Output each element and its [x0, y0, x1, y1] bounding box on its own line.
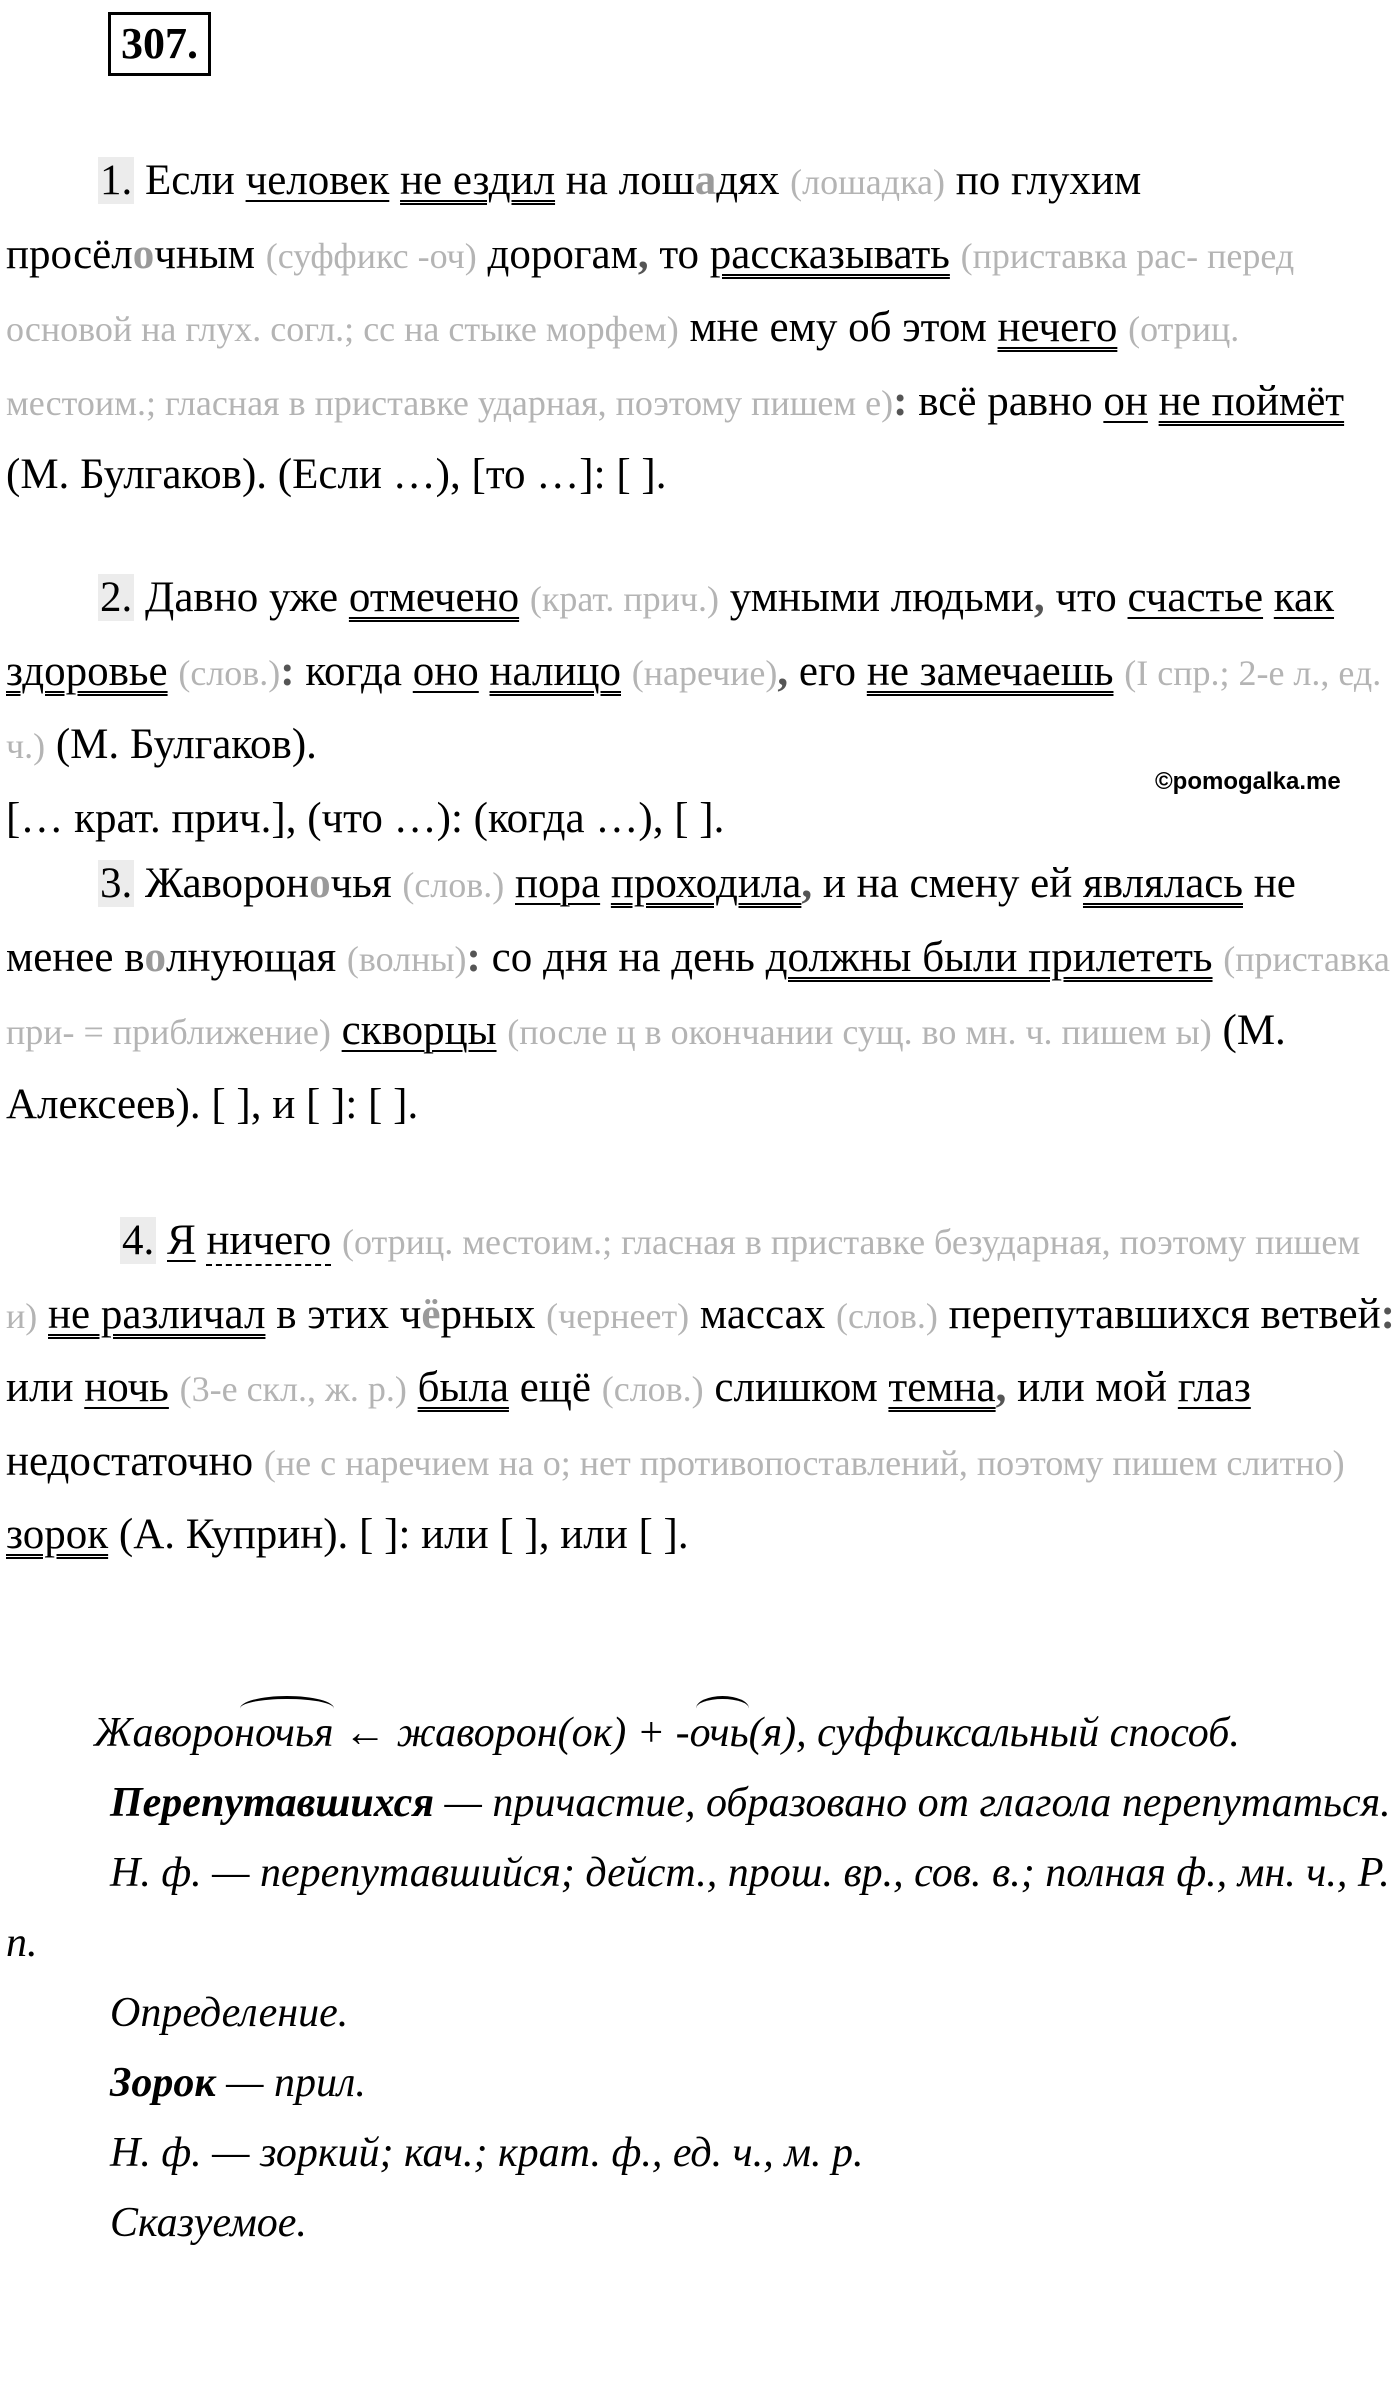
sentence-4-number: 4. — [122, 1217, 155, 1264]
note: (суффикс -оч) — [265, 235, 477, 276]
note: (отриц. местоим.; гласная в приставке ударная, поэтому пишем е) — [6, 309, 1240, 423]
note: (отриц. местоим.; гласная в приставке безударная, поэтому пишем и) — [6, 1222, 1361, 1336]
sentence-3: 3. Жавороночья (слов.) пора проходила, и на смену ей являлась не менее волнующая (волны): со дня на день должны были прилететь (приставка при- = приближение) скворцы (после ц в окончании сущ. во мн. ч. пишем ы) (М. Алексеев). [ ], и [ ]: [ ]. — [6, 860, 1390, 1128]
note: (слов.) — [601, 1369, 704, 1409]
subject: Я — [167, 1217, 196, 1264]
subject: он — [1103, 377, 1148, 425]
participle-form: Н. ф. — перепутавшийся; дейст., прош. вр., сов. в.; полная ф., мн. ч., Р. п. — [6, 1850, 1390, 1966]
note: (чернеет) — [546, 1295, 690, 1336]
note: (I спр.; 2-е л., ед. ч.) — [6, 652, 1382, 766]
note: (крат. прич.) — [529, 579, 720, 619]
predicate: не различал — [48, 1290, 266, 1338]
note: (наречие) — [631, 652, 778, 693]
note: (приставка при- = приближение) — [6, 938, 1390, 1052]
predicate: не замечаешь — [866, 647, 1114, 695]
subject: счастье — [1127, 574, 1264, 621]
sentence-3-number: 3. — [100, 860, 133, 907]
predicate: нечего — [997, 304, 1118, 351]
note: (лошадка) — [790, 162, 946, 202]
predicate: не ездил — [400, 157, 556, 204]
predicate: не поймёт — [1158, 377, 1345, 425]
subject: человек — [245, 157, 390, 204]
word-formation: Жавороночья ← жаворон(ок) + -очь(я), суффиксальный способ. — [6, 1698, 1396, 1768]
note: (не с наречием на о; нет противопоставлений, поэтому пишем слитно) — [263, 1442, 1345, 1483]
participle-role: Определение. — [110, 1990, 349, 2036]
sentence-1: 1. Если человек не ездил на лошадях (лошадка) по глухим просёлочным (суффикс -оч) дорогам, то рассказывать (приставка рас- перед основой на глух. согл.; сс на стыке морфем) мне ему об этом нечего (отриц. местоим.; гласная в приставке ударная, поэтому пишем е): всё равно он не поймёт (М. Булгаков). (Если …), [то …]: [ ]. — [6, 157, 1345, 498]
predicate: рассказывать — [709, 230, 950, 278]
predicate: была — [417, 1364, 509, 1411]
subject: глаз — [1177, 1364, 1251, 1411]
note: (после ц в окончании сущ. во мн. ч. пишем ы) — [507, 1012, 1212, 1052]
watermark: ©pomogalka.me — [1155, 768, 1341, 795]
subject: ночь — [84, 1364, 169, 1411]
exercise-number: 307. — [108, 12, 211, 76]
predicate: налицо — [489, 647, 621, 695]
predicate: отмечено — [348, 574, 520, 621]
suffix-mark: очь — [690, 1698, 749, 1768]
sentence-2-number: 2. — [100, 574, 133, 621]
note: (слов.) — [402, 865, 505, 905]
note: (слов.) — [178, 652, 281, 693]
predicate: здоровье — [6, 647, 168, 695]
suffix-mark: ночья — [234, 1698, 333, 1768]
sentence-4: 4. Я ничего (отриц. местоим.; гласная в приставке безударная, поэтому пишем и) не различал в этих чёрных (чернеет) массах (слов.) перепутавшихся ветвей: или ночь (3-е скл., ж. р.) была ещё (слов.) слишком темна, или мой глаз недостаточно (не с наречием на о; нет противопоставлений, поэтому пишем слитно) зорок (А. Куприн). [ ]: или [ ], или [ ]. — [6, 1217, 1395, 1558]
participle-heading: Перепутавшихся — причастие, образовано от глагола перепутаться. — [110, 1780, 1391, 1826]
note: (волны) — [346, 938, 467, 979]
note: (слов.) — [835, 1295, 938, 1336]
analysis — [6, 1698, 1396, 2258]
adjective-heading: Зорок — прил. — [110, 2060, 366, 2106]
adjective-form: Н. ф. — зоркий; кач.; крат. ф., ед. ч., м. р. — [110, 2130, 864, 2176]
note: (3-е скл., ж. р.) — [179, 1369, 407, 1409]
scheme: [… крат. прич.], (что …): (когда …), [ ]. — [6, 794, 725, 842]
note: (приставка рас- перед основой на глух. согл.; сс на стыке морфем) — [6, 235, 1295, 349]
sentence-2: 2. Давно уже отмечено (крат. прич.) умными людьми, что счастье как здоровье (слов.): когда оно налицо (наречие), его не замечаешь (I спр.; 2-е л., ед. ч.) (М. Булгаков). [… крат. прич.], (что …): (когда …), [ ]. — [6, 574, 1382, 842]
subject: пора — [515, 860, 601, 907]
predicate: зорок — [6, 1511, 109, 1558]
subject: скворцы — [341, 1007, 497, 1054]
sentence-1-number: 1. — [100, 157, 133, 204]
predicate: являлась — [1082, 860, 1243, 907]
subject: оно — [412, 647, 479, 695]
adjective-role: Сказуемое. — [110, 2200, 307, 2246]
predicate: темна — [888, 1364, 996, 1411]
predicate: должны были прилететь — [765, 933, 1213, 981]
predicate: проходила — [610, 860, 802, 907]
